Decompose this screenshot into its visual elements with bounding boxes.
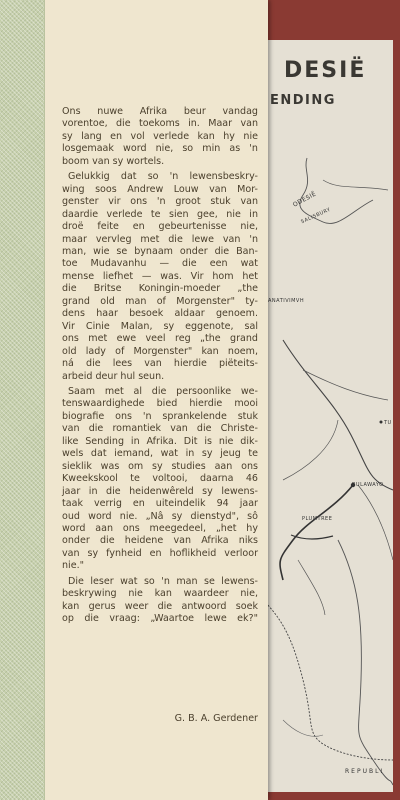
map-label: TU	[384, 420, 392, 426]
blurb-text	[62, 106, 258, 626]
map-label: ANATIVIMVH	[268, 298, 305, 304]
map-panel	[262, 40, 393, 792]
map-label: PLUMTREE	[302, 516, 333, 522]
map-subtitle: ENDING	[270, 93, 336, 108]
map-river	[283, 720, 323, 736]
blurb-line: vorentoe, die toekoms in. Maar van	[62, 118, 258, 130]
blurb-paragraph	[62, 106, 258, 168]
blurb-line: Saam met al die persoonlike we-	[68, 385, 258, 397]
blurb-line: droë feite en gebeurtenisse nie,	[62, 221, 258, 233]
blurb-line: Ons nuwe Afrika beur vandag	[62, 106, 258, 117]
map-border	[263, 600, 393, 760]
map-label: BULAWAYO	[352, 482, 384, 488]
blurb-line: taak verrig en uiteindelik 94 jaar	[62, 498, 258, 510]
blurb-line: ná die lees van hierdie piëteits-	[62, 358, 258, 370]
author-signature: G. B. A. Gerdener	[174, 713, 258, 724]
blurb-line: sy lang en vol verlede kan hy nie	[62, 130, 258, 142]
flap-decorative-stripe	[0, 0, 45, 800]
map-lines	[263, 40, 393, 792]
blurb-line: daardie verlede te sien gee, nie in	[62, 208, 258, 220]
map-town-dot	[380, 421, 383, 424]
map-label: ODESIË	[291, 190, 318, 209]
blurb-line: dens haar besoek aldaar genoem.	[62, 308, 258, 320]
blurb-line: biografie ons 'n sprankelende stuk	[62, 410, 258, 422]
map-river	[298, 560, 325, 615]
map-road	[358, 485, 393, 560]
blurb-line: Die leser wat so 'n man se lewens-	[68, 575, 258, 587]
blurb-line: like Sending in Afrika. Dit is nie dik-	[62, 435, 258, 447]
blurb-line: tenswaardighede bied hierdie mooi	[62, 398, 258, 410]
blurb-paragraph	[62, 171, 258, 383]
blurb-line: word aan ons meegedeel, „het hy	[62, 522, 258, 534]
blurb-line: wels dat iemand, wat in sy jeug te	[62, 448, 258, 460]
map-title: DESIË	[284, 58, 367, 83]
blurb-line: sieklik was om sy studies aan ons	[62, 460, 258, 472]
blurb-line: wing soos Andrew Louw van Mor-	[62, 183, 258, 195]
blurb-line: ons met ewe veel reg „the grand	[62, 333, 258, 345]
blurb-paragraph	[62, 576, 258, 626]
blurb-line: boom van sy wortels.	[62, 155, 165, 167]
map-river	[338, 540, 393, 785]
map-road	[283, 340, 393, 490]
blurb-line: man, wie se bynaam onder die Ban-	[62, 245, 258, 257]
blurb-line: mense liefhet — was. Vir hom het	[62, 270, 258, 282]
blurb-line: maar vervleg met die lewe van 'n	[62, 233, 258, 245]
map-road	[283, 420, 338, 480]
map-river	[323, 180, 388, 190]
blurb-line: genster vir ons 'n groot stuk van	[62, 196, 258, 208]
map-label: SALISBURY	[300, 206, 332, 226]
map-rail	[280, 485, 353, 580]
blurb-line: Kweekskool te voltooi, daarna 46	[62, 473, 258, 485]
blurb-line: old lady of Morgenster" kan noem,	[62, 345, 258, 357]
blurb-line: die Britse Koningin-moeder „the	[62, 283, 258, 295]
blurb-line: onder die heidene van Afrika niks	[62, 535, 258, 547]
blurb-line: losgemaak word nie, so min as 'n	[62, 143, 258, 155]
blurb-line: beskrywing nie kan waardeer nie,	[62, 588, 258, 600]
blurb-line: nie."	[62, 560, 85, 572]
blurb-line: arbeid deur hul seun.	[62, 370, 165, 382]
blurb-line: van die romantiek van die Christe-	[62, 423, 258, 435]
blurb-line: oud word nie. „Nâ sy dienstyd", sô	[62, 510, 258, 522]
blurb-line: op die vraag: „Waartoe lewe ek?"	[62, 613, 258, 625]
blurb-line: jaar in die heidenwêreld sy lewens-	[62, 485, 258, 497]
blurb-paragraph	[62, 386, 258, 573]
blurb-line: van sy fynheid en hoflikheid verloor	[62, 547, 258, 559]
blurb-line: kan gerus weer die antwoord soek	[62, 600, 258, 612]
blurb-line: Gelukkig dat so 'n lewensbeskry-	[68, 171, 258, 183]
blurb-line: grand old man of Morgenster" ty-	[62, 295, 258, 307]
map-label: REPUBLI	[345, 768, 385, 775]
blurb-line: toe Mudavanhu — die een wat	[62, 258, 258, 270]
blurb-line: Vir Cinie Malan, sy eggenote, sal	[62, 320, 258, 332]
